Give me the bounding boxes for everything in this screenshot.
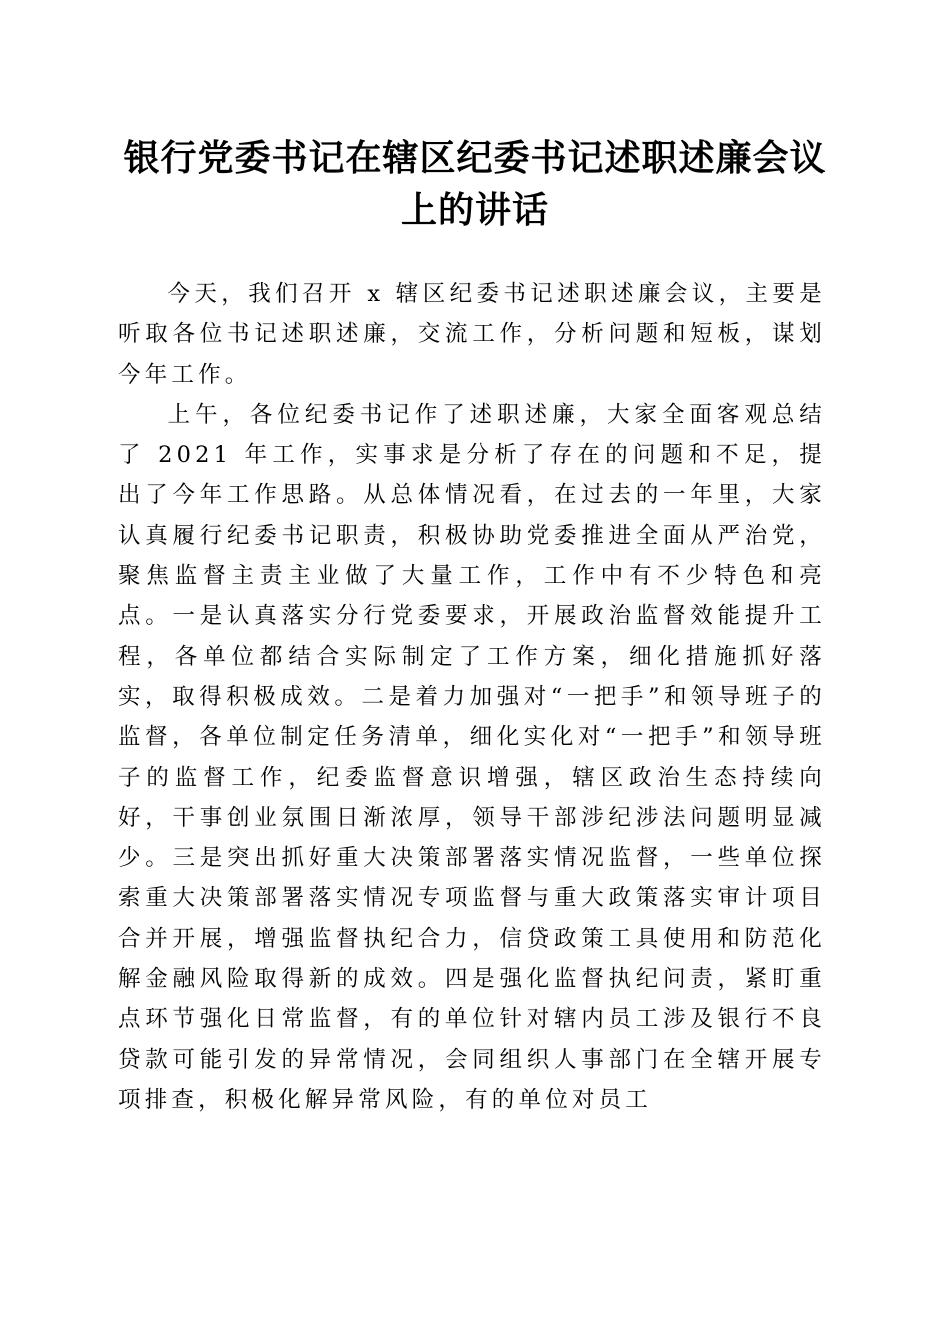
paragraph-summary: 上午，各位纪委书记作了述职述廉，大家全面客观总结了 2021 年工作，实事求是分析了存在的问题和不足，提出了今年工作思路。从总体情况看，在过去的一年里，大家认真履行纪委书记职责，积极协助党委推进全面从严治党，聚焦监督主责主业做了大量工作，工作中有不少特色和亮点。一是认真落实分行党委要求，开展政治监督效能提升工程，各单位都结合实际制定了工作方案，细化措施抓好落实，取得积极成效。二是着力加强对“一把手”和领导班子的监督，各单位制定任务清单，细化实化对“一把手”和领导班子的监督工作，纪委监督意识增强，辖区政治生态持续向好，干事创业氛围日渐浓厚，领导干部涉纪涉法问题明显减少。三是突出抓好重大决策部署落实情况监督，一些单位探索重大决策部署落实情况专项监督与重大政策落实审计项目合并开展，增强监督执纪合力，信贷政策工具使用和防范化解金融风险取得新的成效。四是强化监督执纪问责，紧盯重点环节强化日常监督，有的单位针对辖内员工涉及银行不良贷款可能引发的异常情况，会同组织人事部门在全辖开展专项排查，积极化解异常风险，有的单位对员工 xyxy=(118,401,826,1113)
document-body xyxy=(118,274,826,1120)
document-title: 银行党委书记在辖区纪委书记述职述廉会议上的讲话 xyxy=(123,137,827,231)
paragraph-opening: 今天，我们召开 x 辖区纪委书记述职述廉会议，主要是听取各位书记述职述廉，交流工作，分析问题和短板，谋划今年工作。 xyxy=(118,281,826,388)
